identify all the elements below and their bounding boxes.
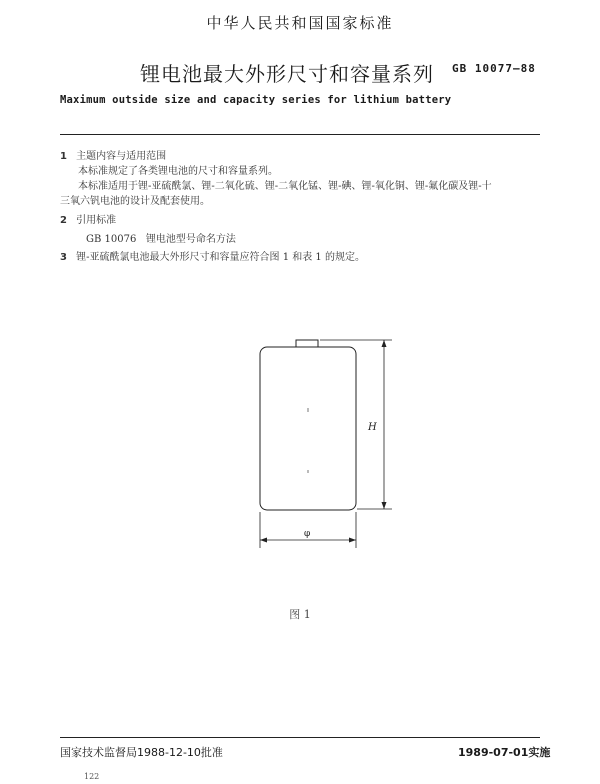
page-title: 锂电池最大外形尺寸和容量系列 <box>140 62 434 86</box>
page-number: 122 <box>84 772 100 781</box>
section-1-para-3: 三氧六钒电池的设计及配套使用。 <box>60 196 210 207</box>
section-2-title: 引用标准 <box>76 215 117 226</box>
section-1-para-2: 本标准适用于锂-亚硫酰氯、锂-二氧化硫、锂-二氧化锰、锂-碘、锂-氧化铜、锂-氟化碳及锂-十 <box>78 181 492 192</box>
section-2-number: 2 <box>60 215 67 226</box>
section-2-reference: GB 10076 锂电池型号命名方法 <box>86 234 236 245</box>
section-1-title: 主题内容与适用范围 <box>76 151 167 162</box>
header-authority: 中华人民共和国国家标准 <box>206 14 394 32</box>
bottom-rule <box>60 737 540 738</box>
battery-terminal <box>296 340 318 347</box>
diameter-label: φ <box>304 529 311 539</box>
section-1-number: 1 <box>60 151 67 162</box>
english-title: Maximum outside size and capacity series for lithium battery <box>60 94 452 106</box>
section-3-number: 3 <box>60 252 67 263</box>
section-3-text: 锂-亚硫酰氯电池最大外形尺寸和容量应符合图 1 和表 1 的规定。 <box>76 252 365 263</box>
section-3-heading <box>60 251 365 265</box>
figure-caption: 图 1 <box>289 608 311 621</box>
section-1-para-1: 本标准规定了各类锂电池的尺寸和容量系列。 <box>78 166 278 177</box>
battery-body <box>260 347 356 510</box>
height-label: H <box>368 422 377 433</box>
standard-number: GB 10077—88 <box>452 62 536 75</box>
section-2-heading <box>60 214 116 228</box>
footer-issued: 国家技术监督局1988-12-10批准 <box>60 746 223 759</box>
top-rule <box>60 134 540 135</box>
section-1-heading <box>60 150 166 164</box>
footer-effective: 1989-07-01实施 <box>458 746 551 759</box>
